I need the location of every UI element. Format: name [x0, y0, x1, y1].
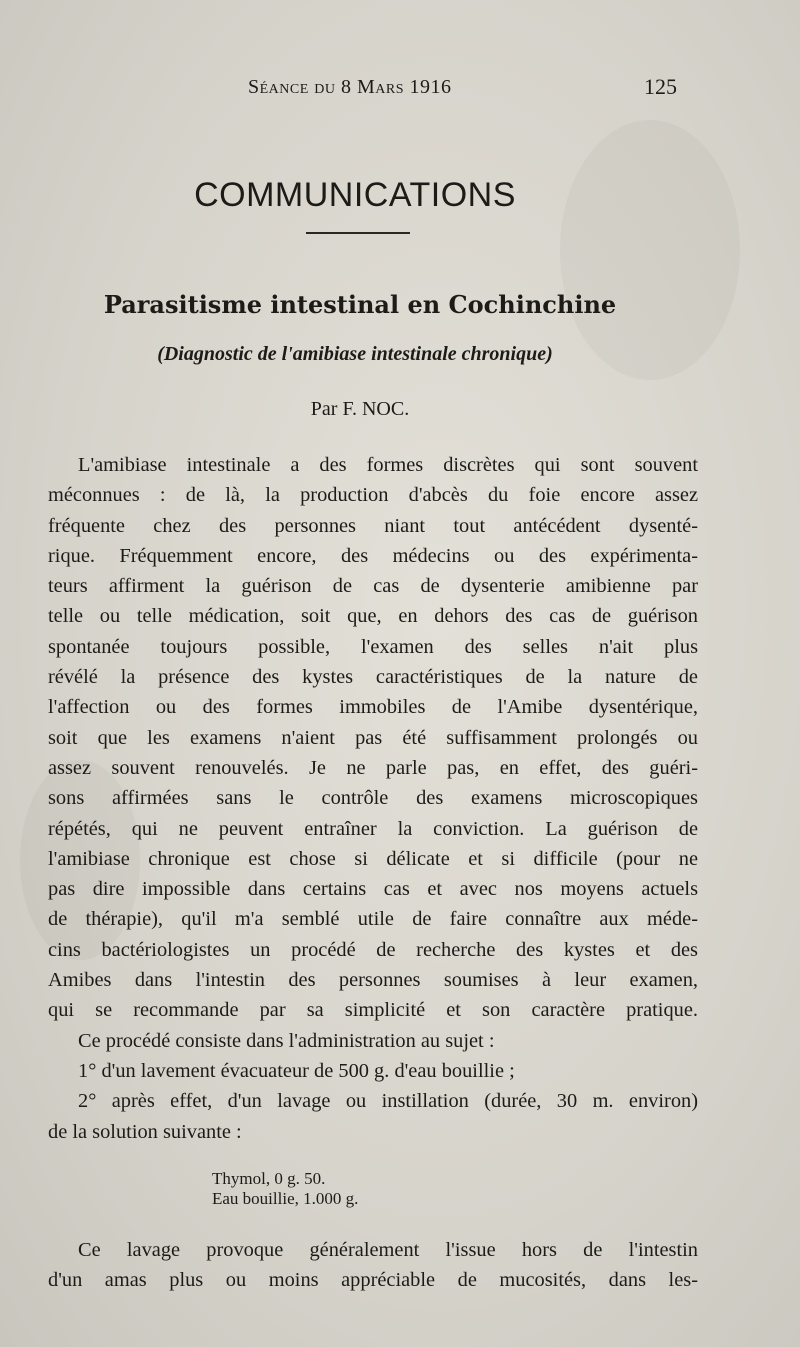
text-line: 2° après effet, d'un lavage ou instillation (durée, 30 m. environ) — [78, 1090, 698, 1113]
text-line: d'un amas plus ou moins appréciable de mucosités, dans les- — [48, 1269, 698, 1292]
closing-paragraph — [48, 1235, 698, 1296]
text-line: Amibes dans l'intestin des personnes soumises à leur examen, — [48, 969, 698, 992]
article-title: Parasitisme intestinal en Cochinchine — [103, 290, 617, 319]
section-title: COMMUNICATIONS — [194, 176, 516, 214]
text-line: répétés, qui ne peuvent entraîner la conviction. La guérison de — [48, 817, 698, 840]
text-line: fréquente chez des personnes niant tout antécédent dysenté- — [48, 514, 698, 537]
text-line: l'affection ou des formes immobiles de l'Amibe dysentérique, — [48, 696, 698, 719]
text-line: l'amibiase chronique est chose si délicate et si difficile (pour ne — [48, 847, 698, 870]
text-line: méconnues : de là, la production d'abcès du foie encore assez — [48, 484, 698, 507]
text-line: rique. Fréquemment encore, des médecins ou des expérimenta- — [48, 544, 698, 567]
page-number: 125 — [644, 74, 677, 99]
text-line: Ce procédé consiste dans l'administration au sujet : — [78, 1029, 495, 1052]
running-head — [0, 72, 800, 106]
text-line: L'amibiase intestinale a des formes discrètes qui sont souvent — [78, 454, 698, 476]
formula-line: Thymol, 0 g. 50. — [212, 1168, 326, 1188]
title-rule — [306, 232, 410, 234]
text-line: qui se recommande par sa simplicité et son caractère pratique. — [48, 999, 698, 1022]
paper-stain — [560, 120, 740, 380]
text-line: assez souvent renouvelés. Je ne parle pas, en effet, des guéri- — [48, 756, 698, 779]
text-line: sons affirmées sans le contrôle des examens microscopiques — [48, 787, 698, 810]
procedure-paragraph — [48, 1026, 698, 1147]
text-line: de la solution suivante : — [48, 1120, 242, 1143]
running-title: Séance du 8 Mars 1916 — [248, 76, 452, 98]
text-line: telle ou telle médication, soit que, en dehors des cas de guérison — [48, 605, 698, 628]
byline: Par F. NOC. — [310, 398, 410, 420]
text-line: pas dire impossible dans certains cas et avec nos moyens actuels — [48, 878, 698, 901]
text-line: de thérapie), qu'il m'a semblé utile de faire connaître aux méde- — [48, 908, 698, 931]
formula-line: Eau bouillie, 1.000 g. — [212, 1188, 359, 1208]
text-line: spontanée toujours possible, l'examen des selles n'ait plus — [48, 635, 698, 658]
text-line: révélé la présence des kystes caractéristiques de la nature de — [48, 666, 698, 689]
text-line: teurs affirment la guérison de cas de dysenterie amibienne par — [48, 575, 698, 598]
text-line: 1° d'un lavement évacuateur de 500 g. d'eau bouillie ; — [78, 1059, 515, 1082]
text-line: soit que les examens n'aient pas été suffisamment prolongés ou — [48, 726, 698, 749]
article-subtitle: (Diagnostic de l'amibiase intestinale chronique) — [157, 343, 553, 365]
article-body — [48, 450, 698, 1295]
intro-paragraph — [48, 450, 698, 1026]
text-line: cins bactériologistes un procédé de recherche des kystes et des — [48, 938, 698, 961]
text-line: Ce lavage provoque généralement l'issue hors de l'intestin — [78, 1238, 698, 1261]
formula-block — [212, 1169, 698, 1209]
